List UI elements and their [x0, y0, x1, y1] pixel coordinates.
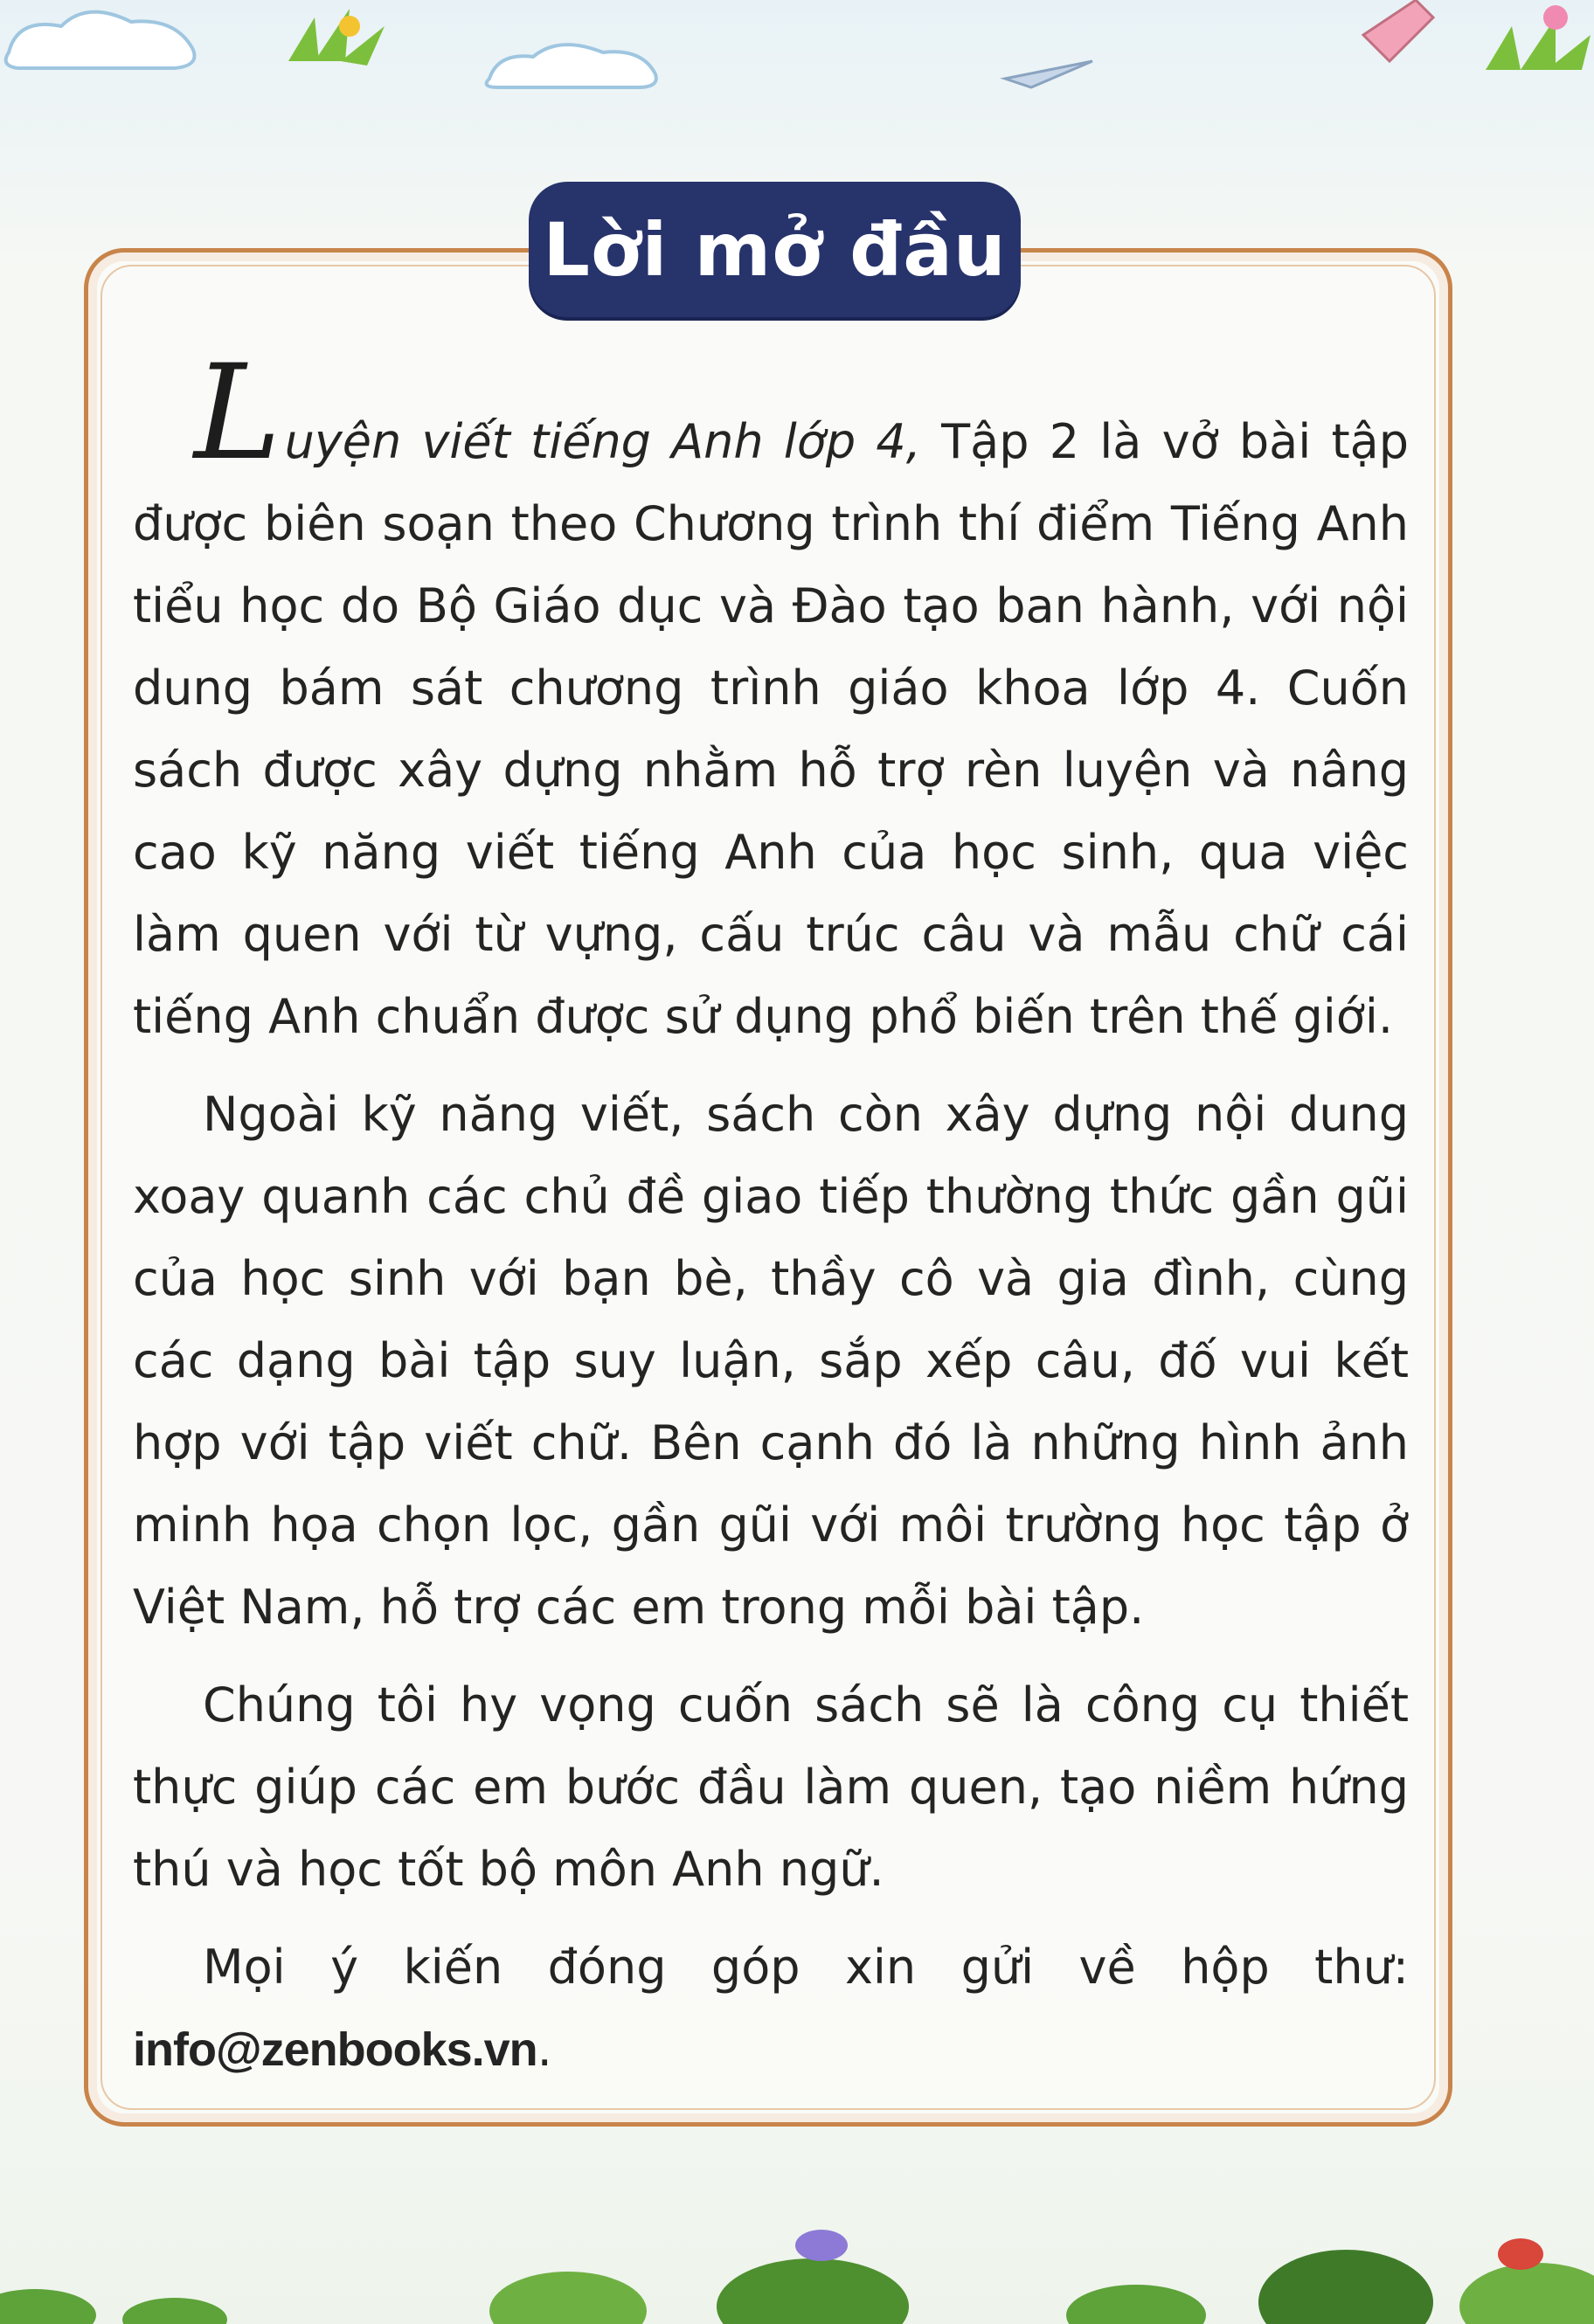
cloud-icon: [487, 45, 656, 87]
contact-text: Mọi ý kiến đóng góp xin gửi về hộp thư:: [203, 1940, 1409, 1995]
pencil-icon: [1363, 0, 1433, 61]
paragraph-3: Chúng tôi hy vọng cuốn sách sẽ là công cụ thiết thực giúp các em bước đầu làm quen, tạo niềm hứng thú và học tốt bộ môn Anh ngữ.: [133, 1677, 1409, 1897]
page-title: Lời mở đầu: [543, 206, 1007, 293]
top-decoration: [0, 0, 1594, 131]
bird-icon: [1498, 2238, 1543, 2270]
grass-icon: [288, 9, 385, 66]
paragraph-2: Ngoài kỹ năng viết, sách còn xây dựng nội dung xoay quanh các chủ đề giao tiếp thường thức gần gũi của học sinh với bạn bè, thầy cô và gia đình, cùng các dạng bài tập suy luận, sắp xếp câu, đố vui kết hợp với tập viết chữ. Bên cạnh đó là những hình ảnh minh họa chọn lọc, gần gũi với môi trường học tập ở Việt Nam, hỗ trợ các em trong mỗi bài tập.: [133, 1087, 1409, 1635]
preface-body: [133, 337, 1409, 2091]
paragraph-intro: [133, 337, 1409, 1058]
bird-icon: [795, 2230, 848, 2261]
book-title-lead: uyện viết tiếng Anh lớp 4,: [284, 414, 921, 469]
title-badge: [529, 182, 1021, 317]
paper-plane-icon: [1005, 61, 1092, 87]
intro-rest: Tập 2 là vở bài tập được biên soạn theo Chương trình thí điểm Tiếng Anh tiểu học do Bộ Giáo dục và Đào tạo ban hành, với nội dung bám sát chương trình giáo khoa lớp 4. Cuốn sách được xây dựng nhằm hỗ trợ rèn luyện và nâng cao kỹ năng viết tiếng Anh của học sinh, qua việc làm quen với từ vựng, cấu trúc câu và mẫu chữ cái tiếng Anh chuẩn được sử dụng phổ biến trên thế giới.: [133, 414, 1409, 1044]
email-link[interactable]: info@zenbooks.vn: [133, 2023, 537, 2076]
bottom-decoration: [0, 2219, 1594, 2324]
grass-icon: [1486, 5, 1591, 70]
contact-line: [133, 1926, 1409, 2091]
cloud-icon: [6, 12, 195, 68]
contact-period: .: [537, 2022, 552, 2077]
drop-cap: L: [194, 337, 281, 489]
bush-icon: [0, 2250, 1594, 2324]
